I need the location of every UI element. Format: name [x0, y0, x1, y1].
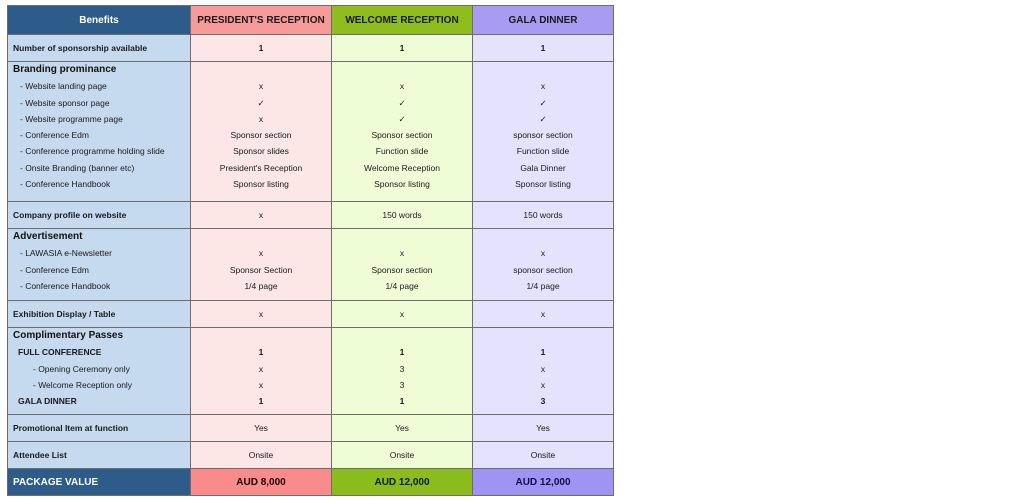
branding-item-value: Gala Dinner [520, 162, 566, 173]
branding-item-value: sponsor section [513, 130, 573, 141]
gala-exhibition: x [473, 301, 614, 328]
header-row [8, 6, 614, 35]
passes-item-value: x [540, 363, 546, 374]
gala-passes [473, 328, 614, 415]
gala-dinner-header: GALA DINNER [473, 6, 614, 35]
gala-sponsorship-count: 1 [473, 35, 614, 62]
branding-item-value: ✓ [539, 97, 547, 108]
president-advertisement [191, 229, 332, 301]
attendee-row [8, 442, 614, 469]
branding-item-value: Function slide [516, 146, 570, 157]
package-value-row [8, 469, 614, 496]
exhibition-row [8, 301, 614, 328]
branding-item-value: Sponsor listing [374, 179, 430, 190]
branding-item-value: Sponsor section [230, 130, 292, 141]
welcome-branding [332, 62, 473, 202]
passes-item-label: - Opening Ceremony only [33, 363, 130, 374]
passes-row [8, 328, 614, 415]
welcome-company-profile: 150 words [332, 202, 473, 229]
company-profile-label: Company profile on website [8, 202, 191, 229]
welcome-promotional: Yes [332, 415, 473, 442]
branding-item-label: - Onsite Branding (banner etc) [20, 162, 135, 173]
branding-item-label: - Website landing page [20, 81, 107, 92]
passes-item-value: 3 [399, 363, 405, 374]
branding-item-value: ✓ [398, 97, 406, 108]
advertisement-item-value: x [540, 248, 546, 259]
advertisement-item-value: Sponsor section [371, 264, 433, 275]
advertisement-item-value: 1/4 page [244, 280, 278, 291]
passes-item-value: 1 [258, 396, 264, 407]
passes-item-value: 3 [540, 396, 546, 407]
president-exhibition: x [191, 301, 332, 328]
passes-item-label: FULL CONFERENCE [18, 347, 102, 358]
welcome-package-value: AUD 12,000 [332, 469, 473, 496]
passes-item-value: 1 [258, 347, 264, 358]
passes-item-value: x [258, 379, 264, 390]
attendee-label: Attendee List [8, 442, 191, 469]
passes-item-value: 1 [540, 347, 546, 358]
sponsorship-count-label: Number of sponsorship available [8, 35, 191, 62]
advertisement-title: Advertisement [13, 231, 83, 242]
welcome-attendee: Onsite [332, 442, 473, 469]
advertisement-item-value: 1/4 page [526, 280, 560, 291]
advertisement-labels [8, 229, 191, 301]
promotional-label: Promotional Item at function [8, 415, 191, 442]
passes-item-value: x [540, 379, 546, 390]
president-promotional: Yes [191, 415, 332, 442]
president-attendee: Onsite [191, 442, 332, 469]
advertisement-item-label: - Conference Handbook [20, 280, 111, 291]
gala-company-profile: 150 words [473, 202, 614, 229]
branding-item-value: President's Reception [219, 162, 303, 173]
president-branding [191, 62, 332, 202]
welcome-reception-header: WELCOME RECEPTION [332, 6, 473, 35]
branding-item-value: ✓ [257, 97, 265, 108]
branding-labels [8, 62, 191, 202]
welcome-advertisement [332, 229, 473, 301]
sponsorship-count-row [8, 35, 614, 62]
branding-item-label: - Conference Edm [20, 130, 89, 141]
branding-title: Branding prominance [13, 64, 117, 75]
promotional-row [8, 415, 614, 442]
passes-item-value: 1 [399, 347, 405, 358]
branding-item-value: Sponsor listing [515, 179, 571, 190]
branding-item-label: - Conference programme holding slide [20, 146, 165, 157]
branding-item-value: Welcome Reception [364, 162, 440, 173]
exhibition-label: Exhibition Display / Table [8, 301, 191, 328]
president-package-value: AUD 8,000 [191, 469, 332, 496]
advertisement-item-value: x [258, 248, 264, 259]
advertisement-item-value: 1/4 page [385, 280, 419, 291]
package-value-label: PACKAGE VALUE [8, 469, 191, 496]
gala-advertisement [473, 229, 614, 301]
advertisement-item-value: x [399, 248, 405, 259]
branding-item-value: Sponsor section [371, 130, 433, 141]
gala-attendee: Onsite [473, 442, 614, 469]
branding-item-value: x [399, 81, 405, 92]
gala-package-value: AUD 12,000 [473, 469, 614, 496]
benefits-header: Benefits [8, 6, 191, 35]
sponsorship-benefits-table [7, 5, 614, 496]
gala-promotional: Yes [473, 415, 614, 442]
branding-item-value: x [258, 81, 264, 92]
branding-item-label: - Website sponsor page [20, 97, 110, 108]
passes-item-value: x [258, 363, 264, 374]
welcome-passes [332, 328, 473, 415]
welcome-sponsorship-count: 1 [332, 35, 473, 62]
company-profile-row [8, 202, 614, 229]
president-company-profile: x [191, 202, 332, 229]
branding-item-value: ✓ [398, 113, 406, 124]
branding-item-value: Sponsor listing [233, 179, 289, 190]
advertisement-row [8, 229, 614, 301]
welcome-exhibition: x [332, 301, 473, 328]
president-sponsorship-count: 1 [191, 35, 332, 62]
branding-item-value: x [540, 81, 546, 92]
passes-item-value: 1 [399, 396, 405, 407]
advertisement-item-value: sponsor section [513, 264, 573, 275]
branding-item-value: Function slide [375, 146, 429, 157]
president-passes [191, 328, 332, 415]
advertisement-item-label: - LAWASIA e-Newsletter [20, 248, 112, 259]
gala-branding [473, 62, 614, 202]
passes-item-value: 3 [399, 379, 405, 390]
passes-title: Complimentary Passes [13, 330, 124, 341]
branding-item-label: - Website programme page [20, 113, 123, 124]
branding-item-value: ✓ [539, 113, 547, 124]
branding-item-label: - Conference Handbook [20, 179, 111, 190]
advertisement-item-label: - Conference Edm [20, 264, 89, 275]
branding-row [8, 62, 614, 202]
passes-item-label: GALA DINNER [18, 396, 77, 407]
president-reception-header: PRESIDENT'S RECEPTION [191, 6, 332, 35]
passes-labels [8, 328, 191, 415]
passes-item-label: - Welcome Reception only [33, 379, 133, 390]
advertisement-item-value: Sponsor Section [229, 264, 293, 275]
branding-item-value: Sponsor slides [233, 146, 289, 157]
branding-item-value: x [258, 113, 264, 124]
